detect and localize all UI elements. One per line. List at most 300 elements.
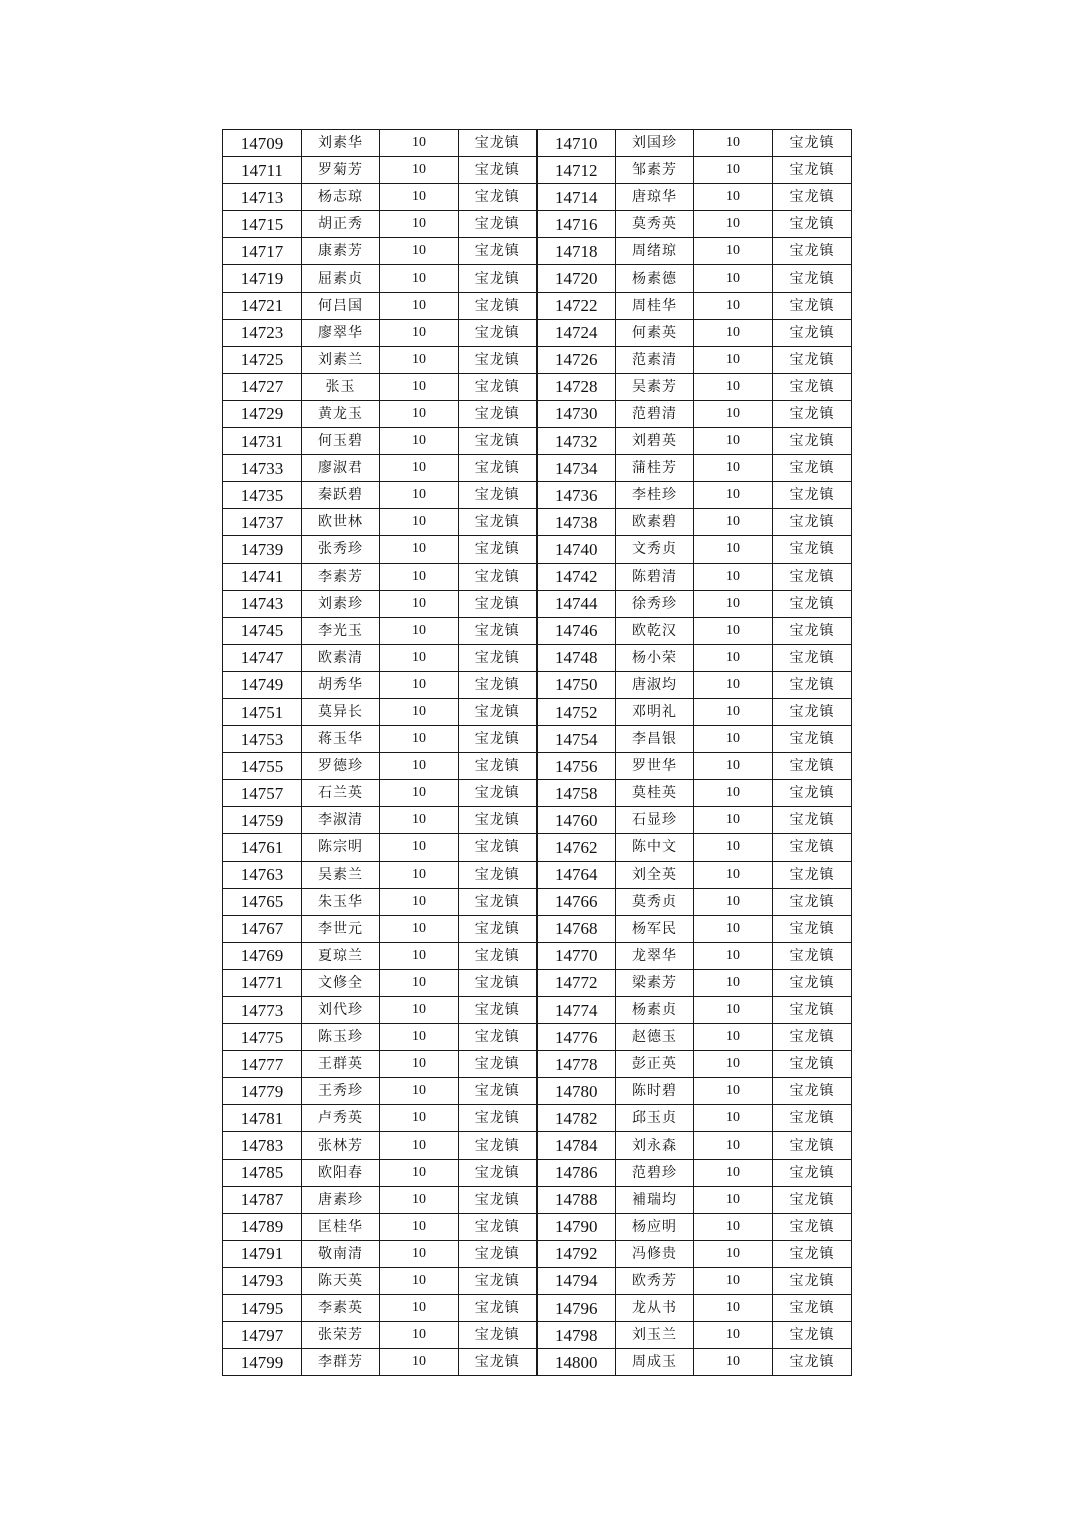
table-row <box>223 1322 852 1349</box>
right-record-id: 14776 <box>537 1024 616 1051</box>
left-amount: 10 <box>380 807 459 834</box>
left-amount: 10 <box>380 1213 459 1240</box>
left-person-name: 廖翠华 <box>302 319 380 346</box>
right-town-name: 宝龙镇 <box>773 1051 852 1078</box>
table-row <box>223 1186 852 1213</box>
table-row <box>223 753 852 780</box>
left-record-id: 14779 <box>223 1078 302 1105</box>
right-record-id: 14714 <box>537 184 616 211</box>
right-amount: 10 <box>694 942 773 969</box>
right-town-name: 宝龙镇 <box>773 1295 852 1322</box>
right-town-name: 宝龙镇 <box>773 346 852 373</box>
left-town-name: 宝龙镇 <box>459 671 537 698</box>
left-record-id: 14793 <box>223 1267 302 1294</box>
right-record-id: 14710 <box>537 130 616 157</box>
left-amount: 10 <box>380 455 459 482</box>
right-person-name: 杨应明 <box>616 1213 694 1240</box>
right-town-name: 宝龙镇 <box>773 726 852 753</box>
left-record-id: 14785 <box>223 1159 302 1186</box>
left-town-name: 宝龙镇 <box>459 644 537 671</box>
left-amount: 10 <box>380 130 459 157</box>
left-record-id: 14719 <box>223 265 302 292</box>
right-record-id: 14794 <box>537 1267 616 1294</box>
left-amount: 10 <box>380 834 459 861</box>
left-record-id: 14771 <box>223 969 302 996</box>
right-person-name: 周绪琼 <box>616 238 694 265</box>
right-town-name: 宝龙镇 <box>773 157 852 184</box>
left-town-name: 宝龙镇 <box>459 1132 537 1159</box>
right-person-name: 范素清 <box>616 346 694 373</box>
right-person-name: 范碧清 <box>616 400 694 427</box>
right-record-id: 14756 <box>537 753 616 780</box>
left-amount: 10 <box>380 1349 459 1376</box>
left-town-name: 宝龙镇 <box>459 346 537 373</box>
right-person-name: 彭正英 <box>616 1051 694 1078</box>
left-person-name: 李素英 <box>302 1295 380 1322</box>
left-record-id: 14765 <box>223 888 302 915</box>
left-town-name: 宝龙镇 <box>459 509 537 536</box>
right-amount: 10 <box>694 1213 773 1240</box>
right-record-id: 14758 <box>537 780 616 807</box>
left-town-name: 宝龙镇 <box>459 753 537 780</box>
right-amount: 10 <box>694 671 773 698</box>
left-town-name: 宝龙镇 <box>459 942 537 969</box>
right-amount: 10 <box>694 265 773 292</box>
left-person-name: 欧阳春 <box>302 1159 380 1186</box>
right-town-name: 宝龙镇 <box>773 1349 852 1376</box>
left-person-name: 欧世林 <box>302 509 380 536</box>
left-amount: 10 <box>380 373 459 400</box>
right-record-id: 14798 <box>537 1322 616 1349</box>
right-town-name: 宝龙镇 <box>773 400 852 427</box>
right-amount: 10 <box>694 1349 773 1376</box>
left-person-name: 吴素兰 <box>302 861 380 888</box>
right-town-name: 宝龙镇 <box>773 969 852 996</box>
left-person-name: 刘代珍 <box>302 997 380 1024</box>
left-town-name: 宝龙镇 <box>459 536 537 563</box>
table-row <box>223 915 852 942</box>
table-row <box>223 617 852 644</box>
table-row <box>223 807 852 834</box>
table-row <box>223 1024 852 1051</box>
left-record-id: 14773 <box>223 997 302 1024</box>
right-person-name: 杨素德 <box>616 265 694 292</box>
left-record-id: 14777 <box>223 1051 302 1078</box>
right-person-name: 欧秀芳 <box>616 1267 694 1294</box>
right-person-name: 刘全英 <box>616 861 694 888</box>
right-amount: 10 <box>694 1240 773 1267</box>
right-town-name: 宝龙镇 <box>773 536 852 563</box>
table-row <box>223 1105 852 1132</box>
table-row <box>223 184 852 211</box>
left-town-name: 宝龙镇 <box>459 157 537 184</box>
left-town-name: 宝龙镇 <box>459 1078 537 1105</box>
left-town-name: 宝龙镇 <box>459 861 537 888</box>
left-record-id: 14783 <box>223 1132 302 1159</box>
left-amount: 10 <box>380 1159 459 1186</box>
left-amount: 10 <box>380 238 459 265</box>
right-town-name: 宝龙镇 <box>773 1105 852 1132</box>
left-town-name: 宝龙镇 <box>459 834 537 861</box>
left-person-name: 陈宗明 <box>302 834 380 861</box>
table-row <box>223 1213 852 1240</box>
left-town-name: 宝龙镇 <box>459 969 537 996</box>
left-record-id: 14757 <box>223 780 302 807</box>
left-record-id: 14725 <box>223 346 302 373</box>
left-person-name: 王群英 <box>302 1051 380 1078</box>
left-record-id: 14737 <box>223 509 302 536</box>
right-person-name: 邓明礼 <box>616 698 694 725</box>
left-record-id: 14789 <box>223 1213 302 1240</box>
left-person-name: 何玉碧 <box>302 428 380 455</box>
right-amount: 10 <box>694 807 773 834</box>
left-person-name: 罗菊芳 <box>302 157 380 184</box>
right-amount: 10 <box>694 861 773 888</box>
right-town-name: 宝龙镇 <box>773 1267 852 1294</box>
right-amount: 10 <box>694 373 773 400</box>
table-row <box>223 1132 852 1159</box>
right-amount: 10 <box>694 428 773 455</box>
right-record-id: 14752 <box>537 698 616 725</box>
left-record-id: 14709 <box>223 130 302 157</box>
table-row <box>223 400 852 427</box>
right-person-name: 冯修贵 <box>616 1240 694 1267</box>
left-town-name: 宝龙镇 <box>459 698 537 725</box>
left-amount: 10 <box>380 1240 459 1267</box>
right-amount: 10 <box>694 1295 773 1322</box>
left-record-id: 14759 <box>223 807 302 834</box>
right-person-name: 唐琼华 <box>616 184 694 211</box>
right-person-name: 莫秀贞 <box>616 888 694 915</box>
table-row <box>223 373 852 400</box>
left-person-name: 李群芳 <box>302 1349 380 1376</box>
left-person-name: 夏琼兰 <box>302 942 380 969</box>
right-record-id: 14788 <box>537 1186 616 1213</box>
table-row <box>223 969 852 996</box>
right-amount: 10 <box>694 1132 773 1159</box>
right-amount: 10 <box>694 400 773 427</box>
right-record-id: 14792 <box>537 1240 616 1267</box>
left-person-name: 李淑清 <box>302 807 380 834</box>
table-row <box>223 888 852 915</box>
right-record-id: 14726 <box>537 346 616 373</box>
right-town-name: 宝龙镇 <box>773 1240 852 1267</box>
right-town-name: 宝龙镇 <box>773 861 852 888</box>
left-town-name: 宝龙镇 <box>459 888 537 915</box>
right-person-name: 何素英 <box>616 319 694 346</box>
right-record-id: 14724 <box>537 319 616 346</box>
left-town-name: 宝龙镇 <box>459 428 537 455</box>
left-person-name: 刘素珍 <box>302 590 380 617</box>
left-amount: 10 <box>380 536 459 563</box>
right-record-id: 14760 <box>537 807 616 834</box>
right-town-name: 宝龙镇 <box>773 997 852 1024</box>
left-person-name: 李世元 <box>302 915 380 942</box>
table-row <box>223 671 852 698</box>
right-person-name: 欧乾汉 <box>616 617 694 644</box>
left-town-name: 宝龙镇 <box>459 726 537 753</box>
right-record-id: 14718 <box>537 238 616 265</box>
left-amount: 10 <box>380 997 459 1024</box>
left-amount: 10 <box>380 1186 459 1213</box>
right-person-name: 欧素碧 <box>616 509 694 536</box>
right-town-name: 宝龙镇 <box>773 1159 852 1186</box>
left-person-name: 敬南清 <box>302 1240 380 1267</box>
left-town-name: 宝龙镇 <box>459 1267 537 1294</box>
right-town-name: 宝龙镇 <box>773 130 852 157</box>
right-amount: 10 <box>694 1322 773 1349</box>
right-town-name: 宝龙镇 <box>773 1213 852 1240</box>
right-person-name: 龙翠华 <box>616 942 694 969</box>
right-record-id: 14786 <box>537 1159 616 1186</box>
left-town-name: 宝龙镇 <box>459 238 537 265</box>
right-town-name: 宝龙镇 <box>773 780 852 807</box>
table-row <box>223 130 852 157</box>
right-record-id: 14732 <box>537 428 616 455</box>
left-record-id: 14727 <box>223 373 302 400</box>
right-amount: 10 <box>694 346 773 373</box>
right-person-name: 杨军民 <box>616 915 694 942</box>
left-amount: 10 <box>380 1078 459 1105</box>
right-town-name: 宝龙镇 <box>773 292 852 319</box>
right-town-name: 宝龙镇 <box>773 428 852 455</box>
right-town-name: 宝龙镇 <box>773 455 852 482</box>
right-record-id: 14716 <box>537 211 616 238</box>
left-town-name: 宝龙镇 <box>459 590 537 617</box>
left-amount: 10 <box>380 428 459 455</box>
right-town-name: 宝龙镇 <box>773 1322 852 1349</box>
right-amount: 10 <box>694 157 773 184</box>
right-record-id: 14744 <box>537 590 616 617</box>
table-row <box>223 1159 852 1186</box>
right-town-name: 宝龙镇 <box>773 509 852 536</box>
roster-body <box>223 130 852 1376</box>
left-amount: 10 <box>380 1295 459 1322</box>
right-record-id: 14728 <box>537 373 616 400</box>
left-amount: 10 <box>380 509 459 536</box>
table-row <box>223 780 852 807</box>
right-amount: 10 <box>694 753 773 780</box>
left-person-name: 莫异长 <box>302 698 380 725</box>
left-record-id: 14787 <box>223 1186 302 1213</box>
left-record-id: 14795 <box>223 1295 302 1322</box>
left-record-id: 14791 <box>223 1240 302 1267</box>
left-amount: 10 <box>380 726 459 753</box>
left-person-name: 张荣芳 <box>302 1322 380 1349</box>
right-record-id: 14800 <box>537 1349 616 1376</box>
right-person-name: 罗世华 <box>616 753 694 780</box>
right-town-name: 宝龙镇 <box>773 590 852 617</box>
left-amount: 10 <box>380 319 459 346</box>
right-amount: 10 <box>694 292 773 319</box>
left-amount: 10 <box>380 1051 459 1078</box>
left-person-name: 何吕国 <box>302 292 380 319</box>
left-record-id: 14761 <box>223 834 302 861</box>
left-record-id: 14731 <box>223 428 302 455</box>
right-person-name: 唐淑均 <box>616 671 694 698</box>
left-record-id: 14747 <box>223 644 302 671</box>
left-town-name: 宝龙镇 <box>459 292 537 319</box>
left-record-id: 14781 <box>223 1105 302 1132</box>
left-person-name: 朱玉华 <box>302 888 380 915</box>
left-town-name: 宝龙镇 <box>459 184 537 211</box>
table-row <box>223 644 852 671</box>
left-amount: 10 <box>380 1132 459 1159</box>
right-record-id: 14736 <box>537 482 616 509</box>
right-amount: 10 <box>694 563 773 590</box>
left-town-name: 宝龙镇 <box>459 319 537 346</box>
left-amount: 10 <box>380 1322 459 1349</box>
left-record-id: 14763 <box>223 861 302 888</box>
left-record-id: 14753 <box>223 726 302 753</box>
table-row <box>223 1267 852 1294</box>
table-row <box>223 834 852 861</box>
right-person-name: 周成玉 <box>616 1349 694 1376</box>
right-person-name: 刘玉兰 <box>616 1322 694 1349</box>
right-amount: 10 <box>694 726 773 753</box>
left-amount: 10 <box>380 617 459 644</box>
left-town-name: 宝龙镇 <box>459 1186 537 1213</box>
right-person-name: 莫秀英 <box>616 211 694 238</box>
right-amount: 10 <box>694 1105 773 1132</box>
right-amount: 10 <box>694 1186 773 1213</box>
left-person-name: 屈素贞 <box>302 265 380 292</box>
right-person-name: 李昌银 <box>616 726 694 753</box>
right-town-name: 宝龙镇 <box>773 1132 852 1159</box>
left-amount: 10 <box>380 482 459 509</box>
left-town-name: 宝龙镇 <box>459 130 537 157</box>
left-amount: 10 <box>380 780 459 807</box>
table-row <box>223 265 852 292</box>
right-record-id: 14746 <box>537 617 616 644</box>
left-person-name: 蒋玉华 <box>302 726 380 753</box>
right-person-name: 邱玉贞 <box>616 1105 694 1132</box>
table-row <box>223 238 852 265</box>
right-person-name: 陈中文 <box>616 834 694 861</box>
left-person-name: 黄龙玉 <box>302 400 380 427</box>
table-row <box>223 1295 852 1322</box>
right-person-name: 范碧珍 <box>616 1159 694 1186</box>
left-person-name: 唐素珍 <box>302 1186 380 1213</box>
table-row <box>223 455 852 482</box>
right-amount: 10 <box>694 130 773 157</box>
right-amount: 10 <box>694 211 773 238</box>
left-town-name: 宝龙镇 <box>459 1051 537 1078</box>
left-person-name: 胡秀华 <box>302 671 380 698</box>
right-town-name: 宝龙镇 <box>773 1024 852 1051</box>
left-town-name: 宝龙镇 <box>459 807 537 834</box>
left-amount: 10 <box>380 671 459 698</box>
left-amount: 10 <box>380 400 459 427</box>
left-amount: 10 <box>380 563 459 590</box>
left-amount: 10 <box>380 292 459 319</box>
left-person-name: 胡正秀 <box>302 211 380 238</box>
left-person-name: 卢秀英 <box>302 1105 380 1132</box>
left-record-id: 14733 <box>223 455 302 482</box>
right-record-id: 14796 <box>537 1295 616 1322</box>
left-person-name: 陈玉珍 <box>302 1024 380 1051</box>
right-town-name: 宝龙镇 <box>773 373 852 400</box>
right-record-id: 14742 <box>537 563 616 590</box>
left-record-id: 14721 <box>223 292 302 319</box>
right-person-name: 刘碧英 <box>616 428 694 455</box>
left-record-id: 14741 <box>223 563 302 590</box>
left-person-name: 刘素兰 <box>302 346 380 373</box>
right-person-name: 吴素芳 <box>616 373 694 400</box>
right-record-id: 14766 <box>537 888 616 915</box>
table-row <box>223 1078 852 1105</box>
left-town-name: 宝龙镇 <box>459 915 537 942</box>
right-person-name: 刘国珍 <box>616 130 694 157</box>
right-record-id: 14730 <box>537 400 616 427</box>
left-person-name: 石兰英 <box>302 780 380 807</box>
right-record-id: 14762 <box>537 834 616 861</box>
right-person-name: 蒲桂芳 <box>616 455 694 482</box>
right-town-name: 宝龙镇 <box>773 644 852 671</box>
right-record-id: 14750 <box>537 671 616 698</box>
right-record-id: 14722 <box>537 292 616 319</box>
right-person-name: 徐秀珍 <box>616 590 694 617</box>
table-row <box>223 698 852 725</box>
right-record-id: 14774 <box>537 997 616 1024</box>
table-row <box>223 157 852 184</box>
right-person-name: 龙从书 <box>616 1295 694 1322</box>
right-amount: 10 <box>694 915 773 942</box>
right-amount: 10 <box>694 319 773 346</box>
right-amount: 10 <box>694 238 773 265</box>
left-person-name: 李光玉 <box>302 617 380 644</box>
left-person-name: 张玉 <box>302 373 380 400</box>
left-amount: 10 <box>380 265 459 292</box>
right-amount: 10 <box>694 644 773 671</box>
right-person-name: 刘永森 <box>616 1132 694 1159</box>
table-row <box>223 346 852 373</box>
left-town-name: 宝龙镇 <box>459 1159 537 1186</box>
right-town-name: 宝龙镇 <box>773 617 852 644</box>
right-person-name: 陈时碧 <box>616 1078 694 1105</box>
right-record-id: 14780 <box>537 1078 616 1105</box>
left-town-name: 宝龙镇 <box>459 1240 537 1267</box>
left-record-id: 14775 <box>223 1024 302 1051</box>
left-record-id: 14799 <box>223 1349 302 1376</box>
right-person-name: 杨素贞 <box>616 997 694 1024</box>
right-person-name: 李桂珍 <box>616 482 694 509</box>
table-row <box>223 997 852 1024</box>
right-person-name: 邹素芳 <box>616 157 694 184</box>
right-amount: 10 <box>694 969 773 996</box>
left-amount: 10 <box>380 590 459 617</box>
right-amount: 10 <box>694 1051 773 1078</box>
right-town-name: 宝龙镇 <box>773 942 852 969</box>
right-person-name: 梁素芳 <box>616 969 694 996</box>
left-town-name: 宝龙镇 <box>459 455 537 482</box>
left-record-id: 14743 <box>223 590 302 617</box>
left-record-id: 14767 <box>223 915 302 942</box>
left-person-name: 秦跃碧 <box>302 482 380 509</box>
right-record-id: 14782 <box>537 1105 616 1132</box>
left-person-name: 匡桂华 <box>302 1213 380 1240</box>
left-record-id: 14749 <box>223 671 302 698</box>
left-amount: 10 <box>380 888 459 915</box>
right-town-name: 宝龙镇 <box>773 915 852 942</box>
right-record-id: 14734 <box>537 455 616 482</box>
left-record-id: 14745 <box>223 617 302 644</box>
left-record-id: 14769 <box>223 942 302 969</box>
right-record-id: 14754 <box>537 726 616 753</box>
left-town-name: 宝龙镇 <box>459 1295 537 1322</box>
left-amount: 10 <box>380 184 459 211</box>
left-amount: 10 <box>380 211 459 238</box>
